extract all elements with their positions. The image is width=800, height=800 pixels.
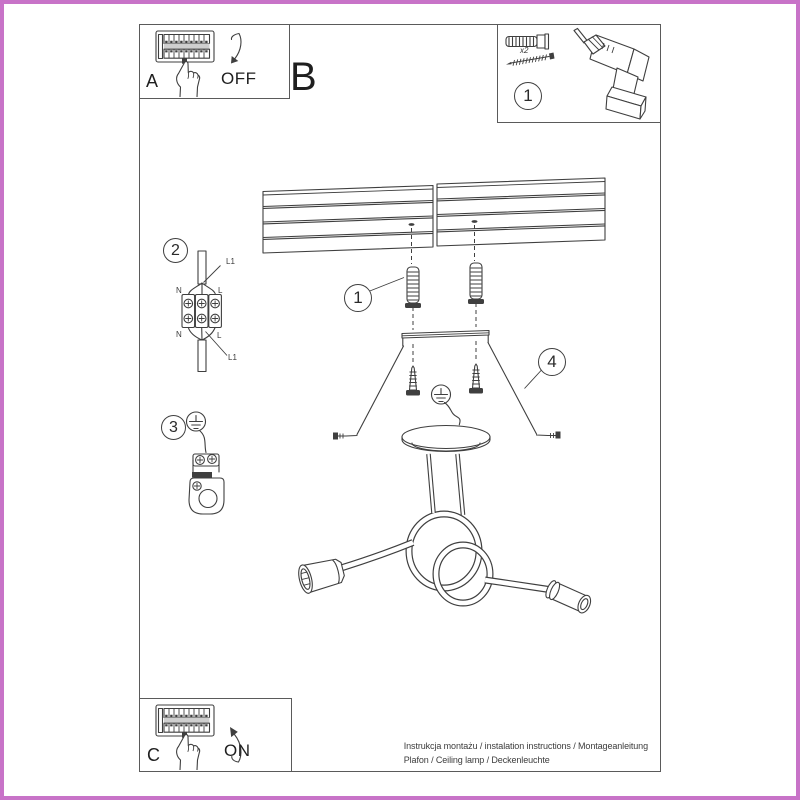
- step-1-badge-tools: [514, 82, 542, 110]
- footer-text: [404, 740, 648, 767]
- wire-label-l1-top: L1: [226, 257, 235, 266]
- footer-line-2: Plafon / Ceiling lamp / Deckenleuchte: [403, 754, 550, 765]
- step-number: 1: [353, 288, 363, 307]
- wire-label-n-bottom: N: [176, 330, 182, 339]
- step-2-badge: [163, 238, 188, 263]
- box-c-label: C: [147, 745, 160, 765]
- footer-line-1: Instrukcja montażu / instalation instructions / Montageanleitung: [403, 741, 648, 751]
- main-frame: [139, 24, 661, 772]
- power-off-box: [139, 24, 290, 99]
- power-on-box: [139, 698, 292, 772]
- step-number: 4: [547, 352, 557, 371]
- wire-label-l1-bottom: L1: [228, 353, 237, 362]
- on-label: ON: [224, 741, 251, 760]
- step-number: 3: [169, 418, 178, 436]
- section-b-label: B: [290, 55, 317, 99]
- step-4-badge: [538, 348, 566, 376]
- step-3-badge: [161, 415, 186, 440]
- wire-label-l-bottom: L: [217, 331, 222, 340]
- step-1-badge-anchors: [344, 284, 372, 312]
- plug-quantity: x2: [520, 46, 529, 55]
- step-number: 2: [171, 241, 180, 259]
- wire-label-l-top: L: [218, 286, 223, 295]
- wire-label-n-top: N: [176, 286, 182, 295]
- step-number: 1: [523, 86, 533, 105]
- box-a-label: A: [146, 71, 159, 91]
- off-label: OFF: [221, 69, 257, 88]
